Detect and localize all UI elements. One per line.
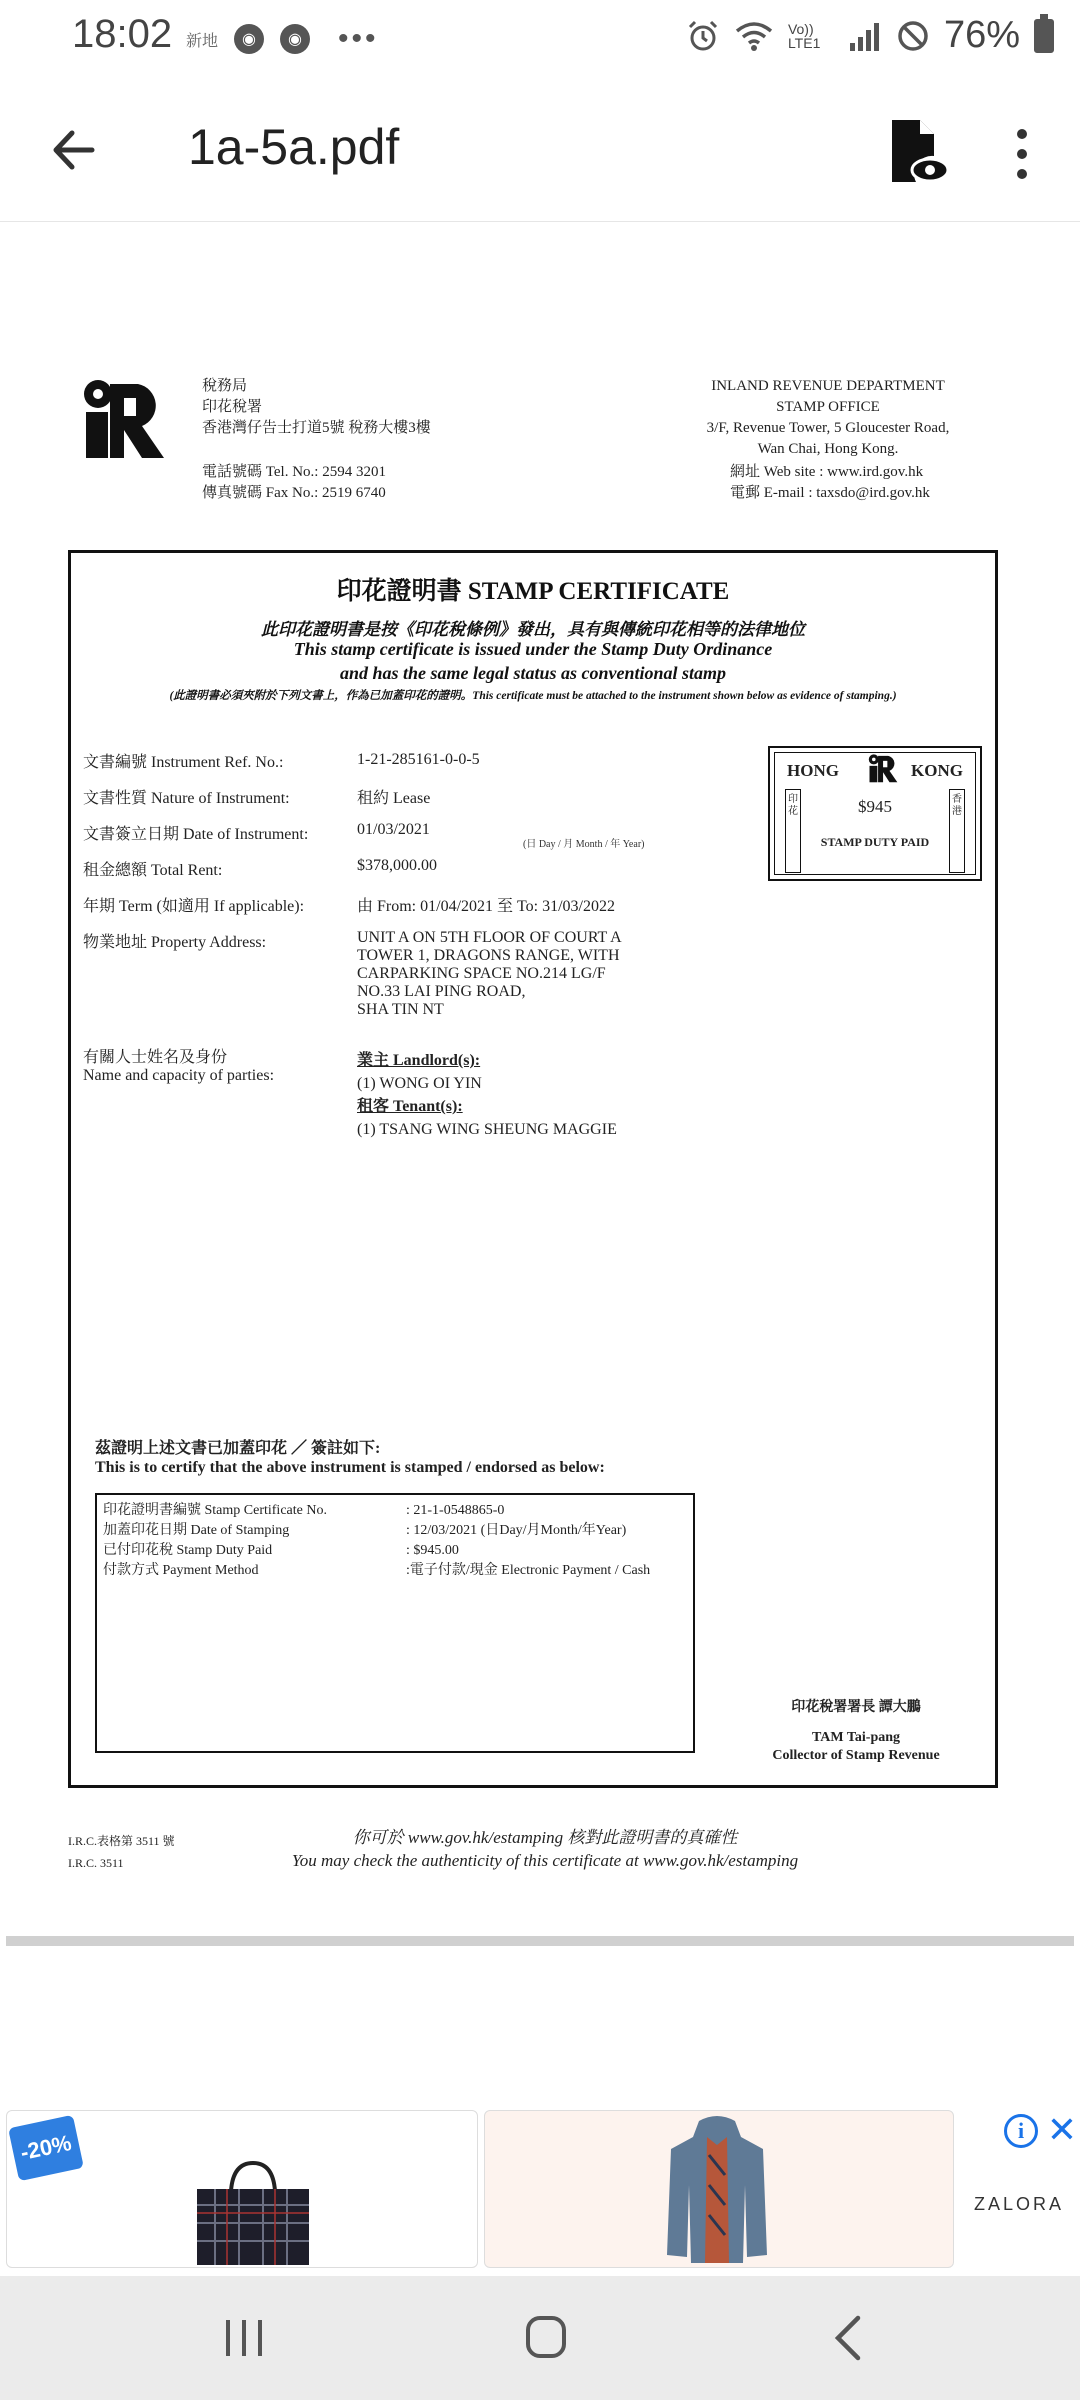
notification-app-icon: 新地 (186, 32, 219, 50)
document-title: 1a-5a.pdf (188, 119, 400, 175)
endorsement-value: : 12/03/2021 (日Day/月Month/年Year) (406, 1523, 627, 1538)
parties-label-en: Name and capacity of parties: (83, 1067, 275, 1084)
address-line: UNIT A ON 5TH FLOOR OF COURT A (357, 929, 622, 946)
chrome-icon: ◉ (234, 24, 264, 54)
endorsement-value: : 21-1-0548865-0 (406, 1503, 505, 1518)
landlord-header: 業主 Landlord(s): (357, 1052, 481, 1069)
endorsement-row (103, 1541, 687, 1561)
collector-title-zh: 印花稅署署長 譚大鵬 (791, 1700, 921, 1715)
letterhead-line: 稅務局 (202, 378, 248, 394)
address-line: SHA TIN NT (357, 1001, 444, 1018)
app-bar (0, 76, 1080, 222)
status-time: 18:02 (72, 12, 173, 56)
system-nav-bar (0, 2276, 1080, 2400)
endorsement-label: 付款方式 Payment Method (103, 1563, 259, 1578)
stamp-side-label: 香港 (949, 789, 965, 873)
address-line: NO.33 LAI PING ROAD, (357, 983, 526, 1000)
instrument-ref: 1-21-285161-0-0-5 (357, 751, 480, 768)
certificate-title: 印花證明書 STAMP CERTIFICATE (336, 578, 730, 605)
parties-label-zh: 有關人士姓名及身份 (83, 1049, 228, 1066)
endorsement-row (103, 1561, 687, 1581)
stamp-kong: KONG (911, 761, 963, 780)
battery-icon (1034, 19, 1054, 53)
endorsement-row (103, 1521, 687, 1541)
instrument-nature: 租約 Lease (357, 790, 431, 807)
letterhead-line: INLAND REVENUE DEPARTMENT (711, 378, 945, 394)
discount-badge: -20% (8, 2115, 84, 2182)
ird-logo (76, 376, 166, 460)
date-format-hint: (日 Day / 月 Month / 年 Year) (523, 839, 645, 850)
back-arrow-icon[interactable] (44, 120, 104, 180)
field-label: 文書性質 Nature of Instrument: (83, 790, 290, 807)
pdf-viewer[interactable] (0, 222, 1080, 1942)
email: 電郵 E-mail : taxsdo@ird.gov.hk (730, 485, 930, 501)
document-view-icon[interactable] (886, 116, 950, 186)
form-number-en: I.R.C. 3511 (68, 1856, 124, 1870)
field-label: 文書編號 Instrument Ref. No.: (83, 754, 284, 771)
term: 由 From: 01/04/2021 至 To: 31/03/2022 (357, 898, 616, 915)
alarm-icon (686, 19, 720, 53)
tel-number: 電話號碼 Tel. No.: 2594 3201 (202, 464, 386, 480)
stamp-certificate (68, 550, 998, 1788)
landlord-name: (1) WONG OI YIN (357, 1075, 482, 1092)
endorsement-label: 已付印花稅 Stamp Duty Paid (103, 1543, 273, 1558)
instrument-date: 01/03/2021 (357, 821, 430, 838)
letterhead-english (688, 376, 968, 460)
more-options-icon[interactable] (1004, 124, 1040, 184)
ad-close-icon[interactable]: ✕ (1046, 2109, 1078, 2150)
chrome-icon: ◉ (280, 24, 310, 54)
collector-signature (731, 1699, 981, 1765)
letterhead-web (730, 462, 930, 504)
stamp-hong: HONG (787, 761, 839, 780)
letterhead-line: 香港灣仔告士打道5號 稅務大樓3樓 (202, 420, 431, 436)
do-not-disturb-icon (896, 19, 930, 53)
endorsement-label: 加蓋印花日期 Date of Stamping (103, 1523, 290, 1538)
field-label: 租金總額 Total Rent: (83, 862, 223, 879)
letterhead-line: 3/F, Revenue Tower, 5 Gloucester Road, (706, 420, 950, 436)
home-icon[interactable] (506, 2306, 586, 2370)
ird-logo (865, 753, 899, 783)
stamp-duty-paid-stamp (768, 746, 982, 881)
letterhead-line: STAMP OFFICE (776, 399, 880, 415)
form-number (68, 1830, 175, 1874)
stamp-amount: $945 (858, 797, 892, 816)
letterhead-chinese (202, 376, 431, 439)
recent-apps-icon[interactable] (204, 2306, 284, 2370)
certificate-subtitle-zh: 此印花證明書是按《印花稅條例》發出，具有與傳統印花相等的法律地位 (261, 620, 805, 639)
total-rent: $378,000.00 (357, 857, 437, 874)
endorsement-label: 印花證明書編號 Stamp Certificate No. (103, 1503, 327, 1518)
certify-statement-zh: 茲證明上述文書已加蓋印花 ／ 簽註如下: (95, 1440, 381, 1457)
letterhead-line: Wan Chai, Hong Kong. (757, 441, 899, 457)
ad-banner[interactable] (0, 2096, 1080, 2276)
verify-notice-zh: 你可於 www.gov.hk/estamping 核對此證明書的真確性 (352, 1828, 738, 1847)
address-line: CARPARKING SPACE NO.214 LG/F (357, 965, 606, 982)
field-label: 文書簽立日期 Date of Instrument: (83, 826, 309, 843)
fax-number: 傳真號碼 Fax No.: 2519 6740 (202, 485, 386, 501)
endorsement-row (103, 1501, 687, 1521)
parties-list (357, 1049, 617, 1141)
certificate-note: (此證明書必須夾附於下列文書上，作為已加蓋印花的證明。This certificate must be attached to the instrument shown below as evidence of stamping.) (169, 690, 897, 702)
stamp-paid-label: STAMP DUTY PAID (820, 835, 930, 849)
property-address (357, 929, 622, 1019)
endorsement-value: : $945.00 (406, 1543, 459, 1558)
ad-product-card[interactable] (484, 2110, 954, 2268)
ad-brand-label: ZALORA (974, 2194, 1065, 2214)
address-line: TOWER 1, DRAGONS RANGE, WITH (357, 947, 620, 964)
form-number-zh: I.R.C.表格第 3511 號 (68, 1834, 175, 1848)
endorsement-box (95, 1493, 695, 1753)
field-label: 年期 Term (如適用 If applicable): (83, 898, 305, 915)
certificate-subtitle-en: This stamp certificate is issued under the Stamp Duty Ordinance (293, 639, 773, 659)
battery-percent: 76% (943, 14, 1020, 56)
status-left-icons (186, 22, 379, 56)
nav-back-icon[interactable] (808, 2306, 888, 2370)
stamp-inner-border (774, 752, 976, 875)
parka-jacket-image (663, 2115, 771, 2265)
certificate-subtitle-en: and has the same legal status as conventional stamp (339, 663, 727, 683)
tote-bag-image (191, 2161, 315, 2265)
stamp-side-label: 印花 (785, 789, 801, 873)
field-label: 物業地址 Property Address: (83, 934, 267, 951)
verify-notice (230, 1826, 860, 1872)
collector-name: TAM Tai-pang (811, 1730, 901, 1745)
tenant-name: (1) TSANG WING SHEUNG MAGGIE (357, 1121, 617, 1138)
letterhead-phone (202, 462, 386, 504)
tenant-header: 租客 Tenant(s): (357, 1098, 463, 1115)
certify-statement-en: This is to certify that the above instrument is stamped / endorsed as below: (95, 1459, 605, 1476)
page-divider (6, 1936, 1074, 1946)
ad-info-icon[interactable]: i (1004, 2114, 1038, 2148)
letterhead-line: 印花稅署 (202, 399, 263, 415)
website: 網址 Web site : www.ird.gov.hk (730, 464, 924, 480)
endorsement-value: :電子付款/現金 Electronic Payment / Cash (406, 1563, 651, 1578)
ad-product-card[interactable] (6, 2110, 478, 2268)
signal-icon (848, 19, 882, 53)
network-type-label: Vo)) LTE1 (787, 20, 821, 51)
wifi-icon (734, 19, 774, 53)
parties-label (83, 1049, 274, 1085)
status-bar (0, 0, 1080, 76)
verify-notice-en: You may check the authenticity of this certificate at www.gov.hk/estamping (291, 1851, 799, 1870)
status-right-icons (686, 14, 1054, 57)
more-notifications-icon: ••• (338, 22, 379, 55)
collector-title: Collector of Stamp Revenue (772, 1748, 940, 1763)
